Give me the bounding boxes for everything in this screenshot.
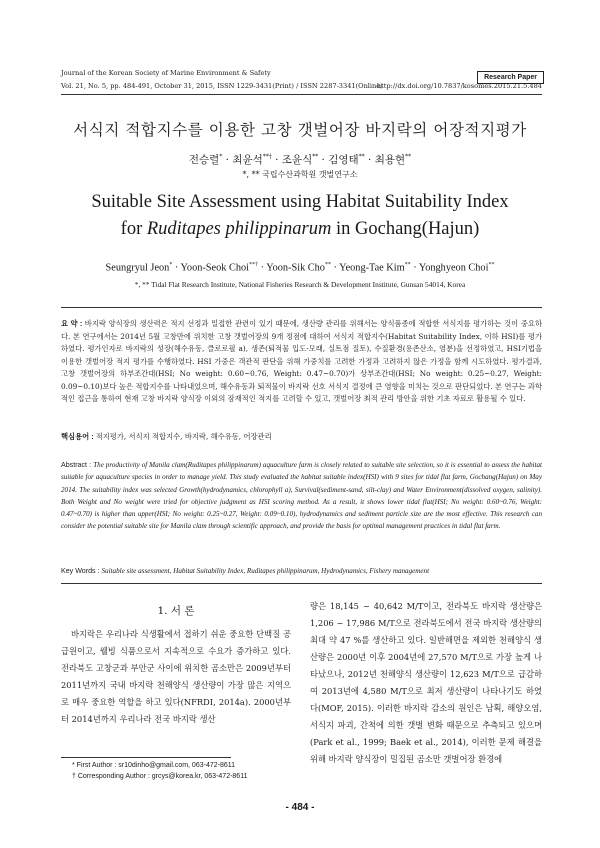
- author-mark: **†: [249, 262, 258, 268]
- english-affiliation: *, ** Tidal Flat Research Institute, National Fisheries Research & Development Institute, Gunsan 54014, Korea: [134, 280, 466, 289]
- english-abstract-text: The productivity of Manila clam(Ruditapes philippinarum) aquaculture farm is closely related to suitable site selection, so it is essential to assess the habitat suitable for aquaculture species in order to manage yield. This study evaluated the habitat suitable index(HSI) with 9 sites for tidal flat farm, Gochang(Hajun) on May 2014. The suitability index was selected Growth(hydrodynamics, chlorophyll a), Survival(sediment-sand, silt-clay) and Water Environment(dissolved oxygen, salinity). Both Weight and No weight were tried for objective judgment as HSI scoring method. As a result, it shows lower tidal flat(HSI; No weight: 0.60~0.76, Weight: 0.47~0.70) is higher than upper(HSI; No weight: 0.25~0.27, Weight: 0.09~0.10), hydrodynamics and sediment particle size are the most effective. This research can consider the potential suitable site for Manila clam through scientific approach, and provide the basis for optimal management practices in tidal flat farm.: [61, 461, 542, 531]
- korean-keywords-label: 핵심용어 :: [61, 432, 96, 441]
- page-number: - 484 -: [285, 802, 315, 813]
- author-mark: *: [219, 153, 223, 161]
- author-name: Yeong-Tae Kim: [339, 262, 405, 274]
- author-mark: *: [169, 262, 173, 268]
- author-mark: **: [404, 262, 411, 268]
- section-heading-introduction: 1. 서 론: [157, 605, 195, 617]
- volume-line: Vol. 21, No. 5, pp. 484-491, October 31, 2015, ISSN 1229-3431(Print) / ISSN 2287-3341(Online): [61, 82, 383, 90]
- title-suffix: in Gochang(Hajun): [331, 219, 480, 239]
- korean-keywords: [61, 431, 542, 444]
- abstract-top-rule: [61, 307, 542, 308]
- footnote-corresponding-author: † Corresponding Author : grcys@korea.kr, 063-472-8611: [72, 773, 248, 780]
- korean-abstract-text: 바지락 양식장의 생산력은 적지 선정과 밀접한 관련이 있기 때문에, 생산량 관리를 위해서는 양식품종에 적합한 서식지를 평가하는 것이 중요하다. 본 연구에서는 2014년 5월 고창만에 위치한 고창 갯벌어장의 9개 정점에 대하여 서식지 적합지수(Habitat Suitability Index, 이하 HSI)를 평가하였다. 평가인자로 바지락의 성장(해수유동, 클로로필 a), 생존(퇴적물 입도-모래, 실트점 질토), 수질환경(용존산소, 염분)을 선정하였고, HSI기법을 이용한 갯벌어장 적지 평가를 수행하였다. HSI 가중은 객관적 판단을 위해 가중치를 고려한 가정과 고려하지 않은 가정을 함께 시도하였다. 평가결과, 고창 갯벌어장의 하부조간대(HSI; No weight: 0.60~0.76, Weight: 0.47~0.70)가 상부조간대(HSI; No weight: 0.25~0.27, Weight: 0.09~0.10)보다 높은 적합지수를 나타내었으며, 해수유동과 퇴적물이 바지락 선호 서식지 결정에 큰 영향을 미치는 것으로 판단되었다. 본 연구는 과학적인 접근을 통하여 현재 고창 바지락 양식장 이외의 잠재적인 적지를 고려할 수 있고, 갯벌어장 최적 관리 방안을 위한 기초 자료로 활용될 수 있다.: [61, 319, 542, 403]
- korean-authors: [0, 152, 600, 167]
- english-title-line1: Suitable Site Assessment using Habitat Suitability Index: [91, 192, 509, 212]
- title-prefix: for: [120, 219, 147, 239]
- author-mark: **†: [262, 153, 272, 161]
- korean-abstract: [61, 318, 542, 406]
- english-authors: [0, 262, 600, 273]
- korean-affiliation: *, ** 국립수산과학원 갯벌연구소: [242, 170, 358, 179]
- english-keywords: [61, 565, 542, 578]
- author-name: Yoon-Seok Choi: [180, 262, 249, 274]
- author-name: 최윤석: [232, 154, 263, 166]
- author-mark: **: [312, 153, 319, 161]
- intro-left-column: 바지락은 우리나라 식생활에서 접하기 쉬운 중요한 단백질 공급원이고, 웰빙 식품으로서 지속적으로 수요가 증가하고 있다. 전라북도 고창군과 부안군 사이에 위치한 곰소만은 2009년부터 2011년까지 국내 바지락 천해양식 생산량이 가장 많은 지역으로 매우 중요한 역할을 하고 있다(NFRDI, 2014a). 2000년부터 2014년까지 우리나라 전국 바지락 생산: [61, 629, 291, 724]
- author-separator: ·: [172, 262, 181, 274]
- author-separator: ·: [271, 154, 282, 166]
- english-abstract: [61, 459, 542, 533]
- author-separator: ·: [222, 154, 233, 166]
- footnote-first-author: * First Author : sr10dinho@gmail.com, 063-472-8611: [72, 762, 236, 769]
- english-abstract-label: Abstract :: [61, 461, 94, 469]
- author-name: 조윤식: [281, 154, 313, 166]
- author-separator: ·: [318, 154, 329, 166]
- author-separator: ·: [258, 262, 267, 274]
- abstract-bottom-rule: [61, 583, 542, 584]
- author-separator: ·: [364, 154, 375, 166]
- author-name: 전승렬: [188, 154, 220, 166]
- header-rule: [61, 94, 542, 95]
- author-mark: **: [405, 153, 412, 161]
- english-keywords-label: Key Words :: [61, 567, 102, 575]
- author-name: Yoon-Sik Cho: [266, 262, 325, 274]
- english-title-line2: [0, 219, 600, 240]
- author-separator: ·: [410, 262, 419, 274]
- intro-right-column: 량은 18,145 ~ 40,642 M/T이고, 전라북도 바지락 생산량은 1,206 ~ 17,986 M/T으로 전라북도에서 전국 바지락 생산량의 최대 약 47 %를 생산하고 있다. 일반해면을 제외한 천해양식 생산량은 2000년 이후 2004년에 27,570 M/T으로 가장 높게 나타났으나, 2012년 천해양식 생산량이 12,623 M/T으로 급감하여 2013년에 4,580 M/T으로 최저 생산량이 나타나기도 하였다(MOF, 2015). 이러한 바지락 감소의 원인은 남획, 해양오염, 서식지 파괴, 간척에 의한 갯벌 변화 때문으로 추측되고 있으며(Park et al., 1999; Baek et al., 2014), 이러한 문제 해결을 위해 바지락 양식장이 밀집된 곰소만 갯벌어장 환경에: [310, 601, 542, 764]
- author-name: Seungryul Jeon: [105, 262, 170, 274]
- english-keywords-text: Suitable site assessment, Habitat Suitability Index, Ruditapes philippinarum, Hydrodynamics, Fishery management: [101, 567, 430, 575]
- korean-abstract-label: 요 약 :: [61, 319, 85, 328]
- author-name: 김영태: [328, 154, 359, 166]
- species-name: Ruditapes philippinarum: [146, 219, 332, 239]
- author-name: Yonghyeon Choi: [418, 262, 489, 274]
- author-mark: **: [358, 153, 365, 161]
- author-name: 최용현: [374, 154, 406, 166]
- korean-keywords-text: 적지평가, 서식지 적합지수, 바지락, 해수유동, 어장관리: [95, 432, 272, 441]
- doi-link[interactable]: http://dx.doi.org/10.7837/kosomes.2015.21.5.484: [376, 82, 542, 90]
- author-mark: **: [488, 262, 495, 268]
- author-mark: **: [324, 262, 331, 268]
- footnote-rule: [61, 757, 231, 758]
- journal-name: Journal of the Korean Society of Marine Environment & Safety: [61, 69, 271, 77]
- author-separator: ·: [330, 262, 340, 274]
- research-paper-badge: Research Paper: [477, 71, 544, 84]
- korean-title: 서식지 적합지수를 이용한 고창 갯벌어장 바지락의 어장적지평가: [73, 121, 527, 139]
